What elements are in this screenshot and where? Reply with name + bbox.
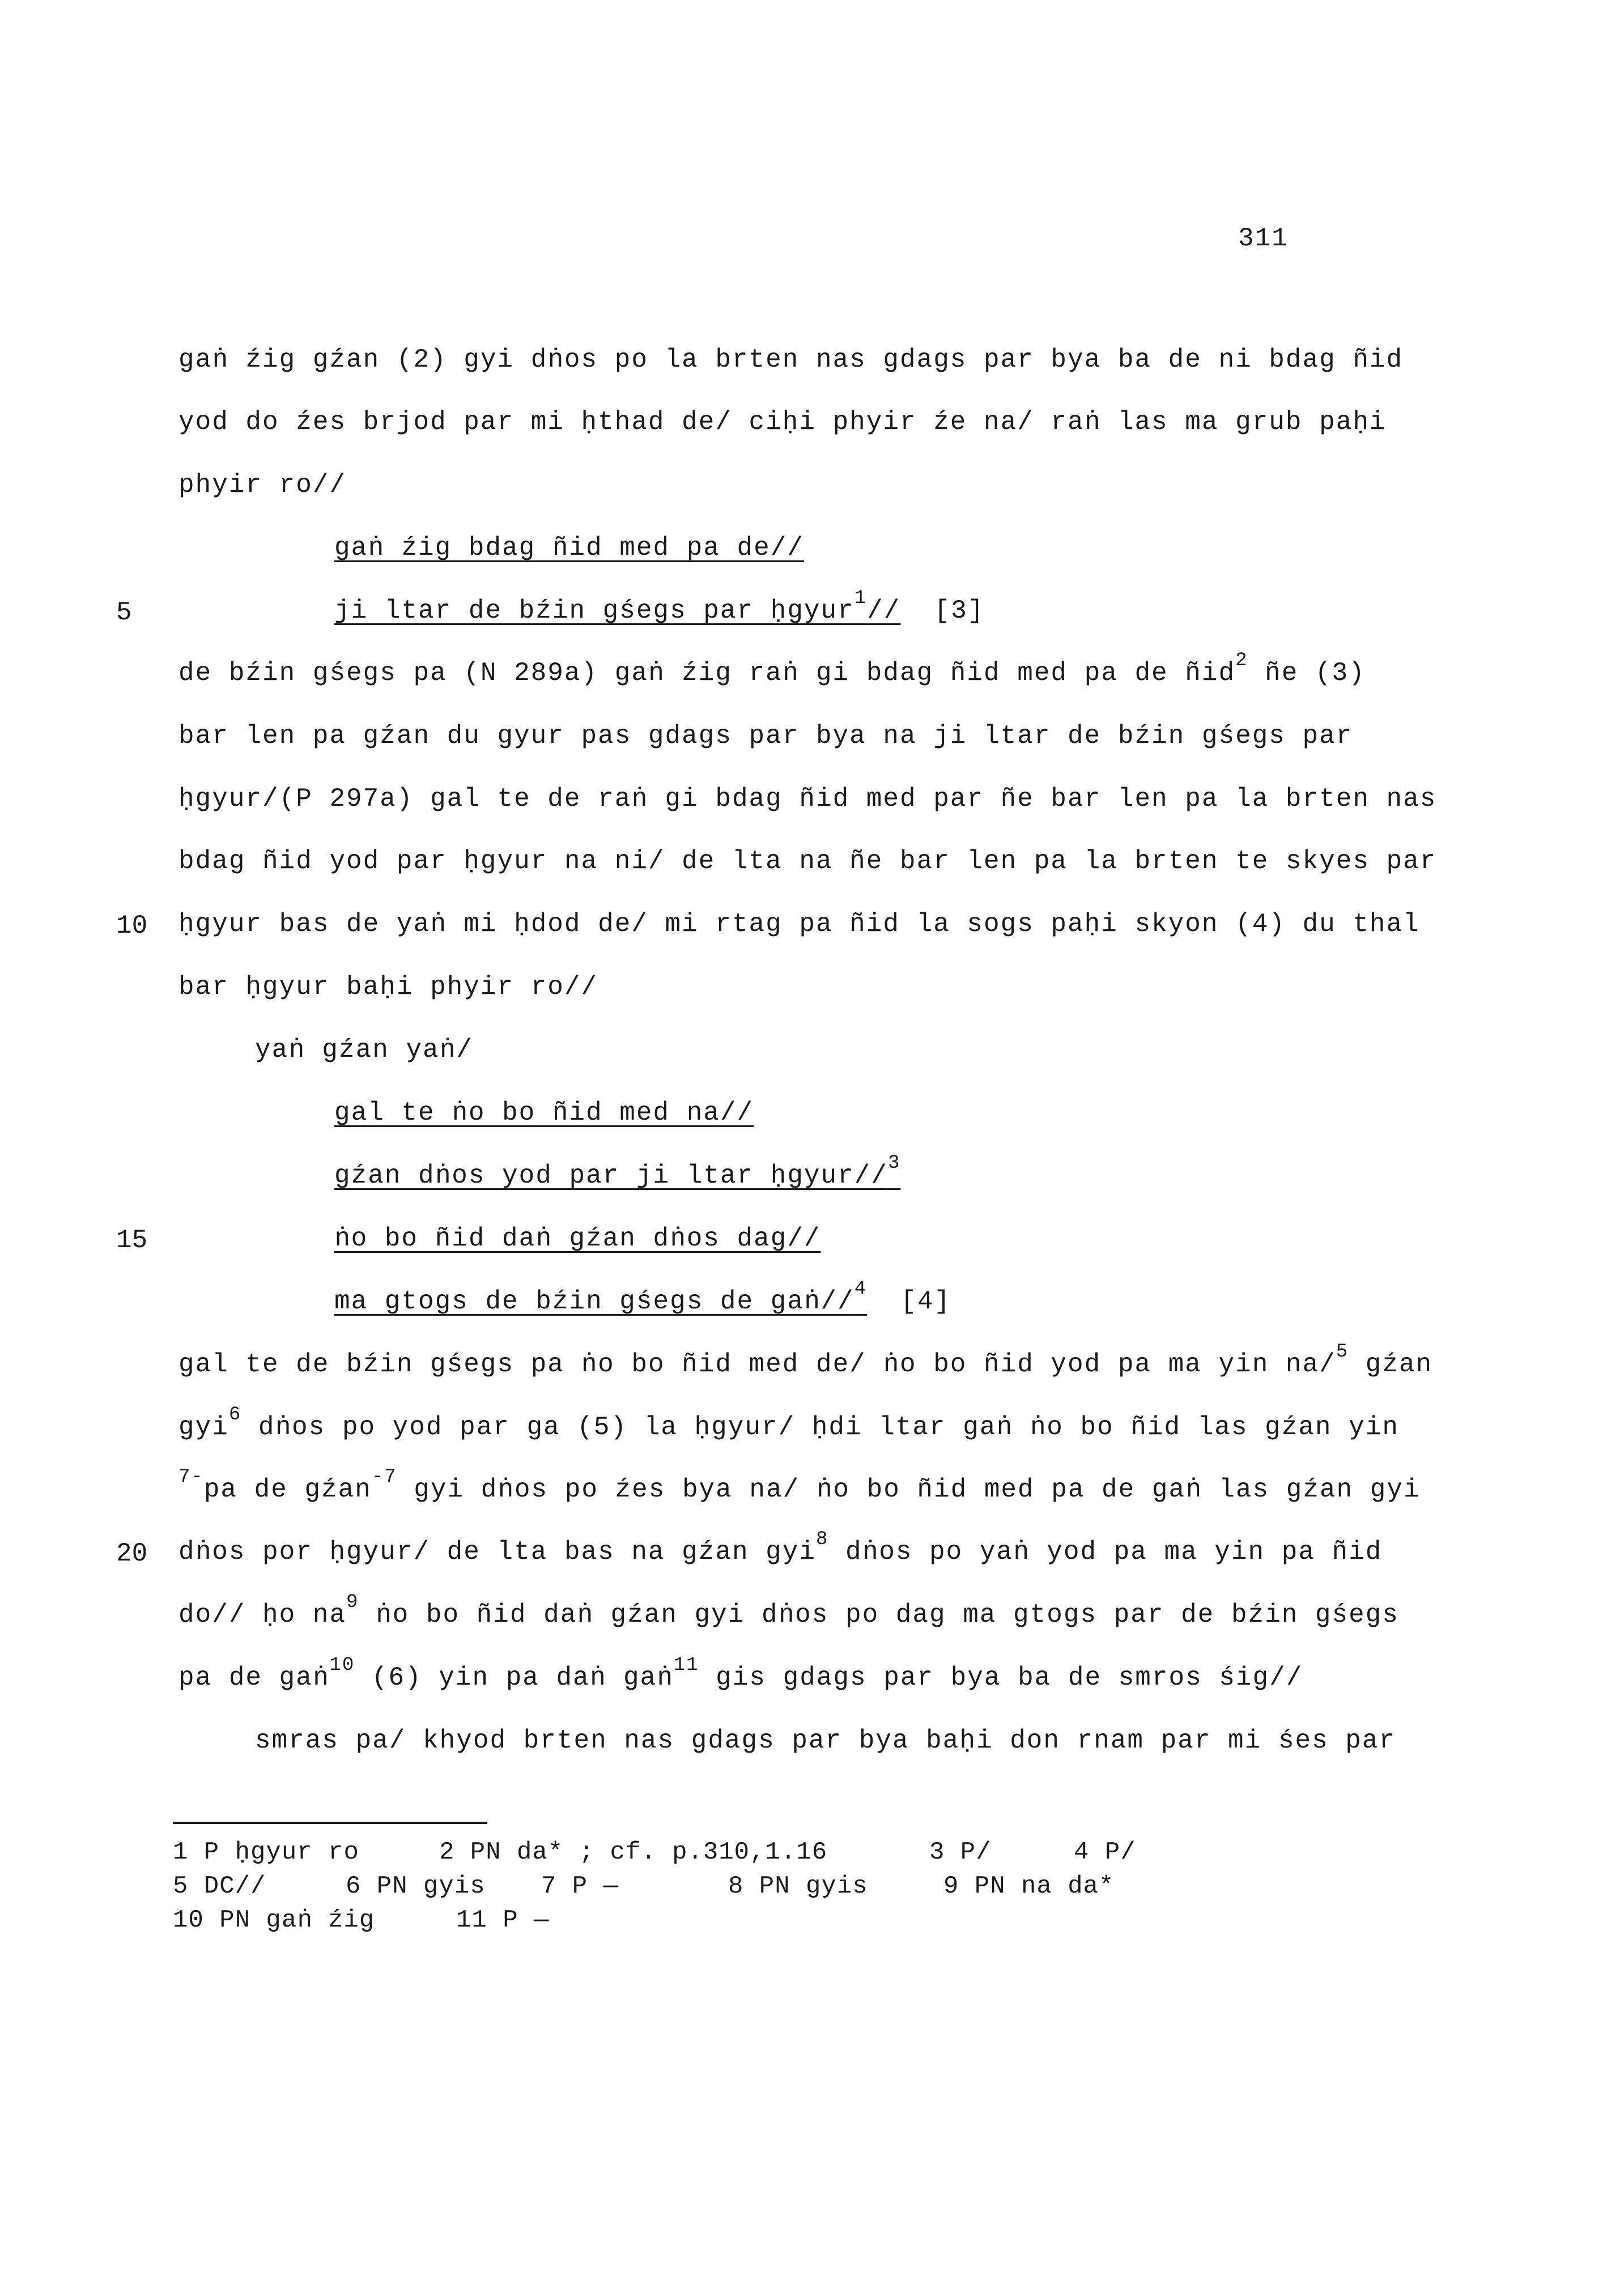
verse-line: ji ltar de bźin gśegs par ḥgyur$^1$// [3] [334,588,985,626]
footnote-divider [173,1822,487,1824]
text-line: $^{7-}$pa de gźan$^{-7}$ gyi dṅos po źes bya na/ ṅo bo ñid med pa de gaṅ las gźan gyi [178,1466,1421,1504]
text-line: do// ḥo $na^9$ ṅo bo ñid daṅ gźan gyi dṅos po dag ma gtogs par de bźin gśegs [178,1592,1399,1630]
footnote: 2 PN da* ; cf. p.310,1.16 [439,1838,828,1866]
text-line: ḥgyur/(P 297a) gal te de raṅ gi bdag ñid med par ñe bar len pa la brten nas [178,784,1437,814]
text-line: phyir ro// [178,470,347,500]
text-line: yaṅ gźan yaṅ/ [255,1035,473,1065]
verse-line: gal te ṅo bo ñid med na// [334,1098,754,1128]
text-line: ḥgyur bas de yaṅ mi ḥdod de/ mi rtag pa ñid la sogs paḥi skyon (4) du thal [178,909,1420,939]
footnote: 8 PN gyis [728,1872,868,1900]
section-marker: [4] [900,1287,951,1316]
line-number: 10 [116,911,148,941]
text-line: pa de gaṅ$^{10}$ (6) yin pa daṅ gaṅ$^{11}$ gis gdags par bya ba de smros śig// [178,1655,1303,1693]
verse-line: ṅo bo ñid daṅ gźan dṅos dag// [334,1224,821,1253]
text-line: gaṅ źig gźan (2) gyi dṅos po la brten nas gdags par bya ba de ni bdag ñid [178,345,1404,375]
footnote: 1 P ḥgyur ro [173,1838,359,1866]
footnote: 7 P — [541,1872,619,1900]
footnote: 6 PN gyis [346,1872,486,1900]
page-number: 311 [1238,224,1289,253]
footnote: 11 P — [456,1906,550,1934]
text-line: bdag ñid yod par ḥgyur na ni/ de lta na ñe bar len pa la brten te skyes par [178,847,1437,876]
footnote: 9 PN na da* [943,1872,1115,1900]
text-line: yod do źes brjod par mi ḥthad de/ ciḥi phyir źe na/ raṅ las ma grub paḥi [178,407,1387,437]
text-line: dṅos por ḥgyur/ de lta bas na gźan gyi$^8$ dṅos po yaṅ yod pa ma yin pa ñid [178,1529,1383,1567]
text-line: bar ḥgyur baḥi phyir ro// [178,972,598,1002]
verse-line: gźan dṅos yod par ji ltar ḥgyur//$^3$ [334,1153,901,1190]
text-line: de bźin gśegs pa (N 289a) gaṅ źig raṅ gi bdag ñid med pa de ñid$^2$ ñe (3) [178,650,1366,688]
line-number: 5 [116,598,132,627]
text-line: gyi$^6$ dṅos po yod par ga (5) la ḥgyur/ ḥdi ltar gaṅ ṅo bo ñid las gźan yin [178,1404,1399,1442]
footnote: 5 DC// [173,1872,266,1900]
footnote: 3 P/ [929,1838,992,1866]
verse-line: gaṅ źig bdag ñid med pa de// [334,533,804,563]
text-line: gal te de bźin gśegs pa ṅo bo ñid med de/ ṅo bo ñid yod pa ma yin na/$^5$ gźan [178,1341,1433,1379]
footnote: 4 P/ [1074,1838,1136,1866]
verse-line: ma gtogs de bźin gśegs de gaṅ//$^4$ [4] [334,1278,951,1316]
section-marker: [3] [934,596,985,626]
text-line: bar len pa gźan du gyur pas gdags par bya na ji ltar de bźin gśegs par [178,721,1353,751]
line-number: 20 [116,1539,148,1568]
line-number: 15 [116,1226,148,1255]
text-line: smras pa/ khyod brten nas gdags par bya baḥi don rnam par mi śes par [255,1726,1396,1755]
footnote: 10 PN gaṅ źig [173,1906,375,1934]
